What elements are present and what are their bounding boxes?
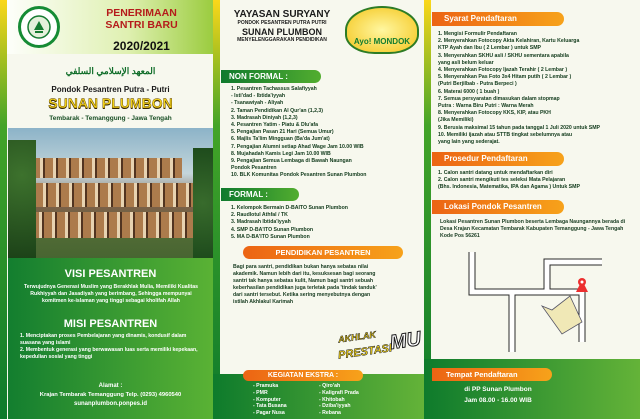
syarat-item: yang lain yang sederajat.: [438, 139, 500, 146]
ekstra-list-right: [319, 383, 399, 417]
syarat-item: (Jika Memiliki): [438, 117, 474, 124]
ekstra-item: - Dziba'iyyah: [319, 403, 351, 410]
alamat-label: Alamat :: [98, 383, 123, 389]
syarat-banner: [432, 12, 564, 26]
nonformal-item: 3. Madrasah Diniyah (1,2,3): [231, 114, 298, 121]
nonformal-item: 4. Pesantren Yatim - Piatu & Dlu'afa: [231, 122, 319, 129]
website-link[interactable]: sunanplumbon.ponpes.id: [74, 401, 147, 407]
ekstra-item: - Qiro'ah: [319, 383, 341, 389]
nonformal-item: 8. Mujahadah Kamis Legi Jam 10.00 WIB: [231, 150, 331, 157]
nonformal-item: 7. Pengajian Alumni setiap Ahad Wage Jam 10.00 WIB: [231, 143, 364, 150]
ekstra-banner: [243, 370, 363, 381]
visi-text: Terwujudnya Generasi Muslim yang Berakhlak Mulia, Memiliki Kualitas Rukhiyyah dan Jasadiyah yang berimbang, Sehingga mempunyai komitmen ke-islaman yang tinggi sebagai kholifah Allah: [23, 284, 199, 304]
ekstra-item: - PMR: [253, 389, 268, 396]
ekstra-item: - Komputer: [253, 396, 281, 403]
formal-item: 1. Kelompok Bermain D-BAITO Sunan Plumbon: [231, 205, 348, 211]
ayo-mondok-badge: [345, 6, 419, 54]
syarat-item: 10. Memiliki ijazah atau STTB tingkat sebelumnya atau: [438, 131, 573, 138]
syarat-heading: Syarat Pendaftaran: [444, 14, 517, 23]
ekstra-heading: KEGIATAN EKSTRA :: [267, 372, 339, 379]
school-logo: [18, 6, 60, 48]
ekstra-list-left: [253, 383, 313, 417]
formal-banner: [221, 188, 299, 201]
nonformal-item: 5. Pengajian Pasan 21 Hari (Semua Umur): [231, 129, 334, 136]
arabic-title: المعهد الإسلامي السلفي: [65, 66, 156, 76]
santri-baru-heading: SANTRI BARU: [105, 19, 178, 31]
tempat-line1: di PP Sunan Plumbon: [464, 386, 532, 393]
misi-heading: MISI PESANTREN: [63, 318, 158, 330]
tempat-heading: Tempat Pendaftaran: [446, 370, 518, 379]
nonformal-item: 2. Taman Pendidikan Al Qur'an (1,2,3): [231, 107, 324, 114]
syarat-item: (Putri Berjilbab - Putra Berpeci ): [438, 81, 517, 88]
syarat-item: yang asli belum keluar: [438, 59, 494, 66]
ayo-mondok-label: Ayo! MONDOK: [353, 37, 411, 46]
nonformal-heading: NON FORMAL :: [229, 72, 288, 81]
syarat-item: 7. Semua persyaratan dimasukan dalam stopmap: [438, 95, 560, 102]
formal-item: 5. MA D-BA'ITO Sunan Plumbon: [231, 233, 310, 240]
ekstra-item: - Rebana: [319, 410, 341, 417]
lokasi-text: Lokasi Pesantren Sunan Plumbon beserta Lembaga Naungannya berada di Desa Krajan Kecamatan Tembarak Kabupaten Temanggung - Jawa Tengah Kode Pos 56261: [440, 219, 626, 239]
right-green-stripe: [424, 0, 431, 419]
ekstra-item: - Tata Busana: [253, 403, 287, 410]
school-address: Tembarak - Temanggung - Jawa Tengah: [49, 115, 172, 122]
akhlak-prestasi-graphic: [337, 327, 424, 374]
misi-item: 1. Menciptakan proses Pembelajaran yang dinamis, kondusif dalam suasana yang islami: [20, 333, 187, 346]
visi-heading: VISI PESANTREN: [64, 268, 157, 280]
prosedur-banner: [432, 152, 564, 166]
formal-item: 4. SMP D-BA'ITO Sunan Plumbon: [231, 226, 314, 233]
misi-list: [20, 333, 204, 361]
syarat-item: KTP Ayah dan Ibu ( 2 Lembar ) untuk SMP: [438, 45, 541, 52]
left-panel: [0, 0, 213, 419]
ekstra-item: - Pagar Nusa: [253, 410, 285, 417]
middle-green-stripe: [213, 0, 220, 419]
prosedur-heading: Prosedur Pendaftaran: [444, 154, 528, 163]
building-photo: [8, 128, 213, 258]
penerimaan-heading: PENERIMAAN: [106, 7, 177, 19]
right-panel: [424, 0, 640, 419]
syarat-item: 6. Materai 6000 ( 1 buah ): [438, 88, 500, 95]
map-drawing: [452, 252, 622, 352]
pendidikan-text: Bagi para santri, pendidikan bukan hanya sebatas nilai akademik. Namun lebih dari itu, kesuksesan bagi seorang santri tak hanya sebatas kulit, Namun bagi santri sebuah keberhasilan pendidikan juga terletak pada 'tindak tanduk' dari santri tersebut. Ketika sering menyebutnya dengan istilah Akhlakul Karimah: [233, 264, 377, 305]
lokasi-banner: [432, 200, 564, 214]
yayasan-sub1: PONDOK PESANTREN PUTRA PUTRI: [237, 20, 327, 26]
syarat-item: Putra : Warna Biru Putri : Warna Merah: [438, 103, 534, 110]
prosedur-item: (Bhs. Indonesia, Matematika, IPA dan Agama ) Untuk SMP: [438, 184, 580, 191]
yayasan-sub3: MENYELENGGARAKAN PENDIDIKAN: [237, 37, 327, 43]
middle-panel: [213, 0, 424, 419]
nonformal-item: 10. BLK Komunitas Pondok Pesantren Sunan Plumbon: [231, 172, 367, 179]
tempat-line2: Jam 08.00 - 16.00 WIB: [464, 397, 532, 404]
prosedur-list: [438, 170, 638, 192]
nonformal-item: - Isti'dad - Ibtida'iyyah: [231, 93, 286, 100]
nonformal-item: 1. Pesantren Tachassus Salafiyyah: [231, 86, 317, 92]
nonformal-item: 6. Majlis Ta'lim Mingguan (Ba'da Jum'at): [231, 136, 330, 143]
formal-item: 2. Raudlotul Athfal / TK: [231, 212, 288, 219]
syarat-item: 2. Menyerahkan Fotocopy Akta Kelahiran, Kartu Keluarga: [438, 38, 580, 45]
mu-text: MU: [388, 327, 423, 355]
nonformal-banner: [221, 70, 321, 83]
pendidikan-banner: [243, 246, 403, 259]
tempat-banner: [432, 368, 552, 381]
yayasan-sub2: SUNAN PLUMBON: [242, 27, 322, 37]
pendidikan-heading: PENDIDIKAN PESANTREN: [275, 248, 371, 257]
left-green-stripe: [0, 0, 7, 419]
nonformal-item: Pondok Pesantren: [231, 165, 277, 172]
syarat-list: [438, 31, 638, 146]
formal-list: [231, 205, 421, 241]
syarat-item: 5. Menyerahkan Pas Foto 3x4 Hitam putih ( 2 Lembar ): [438, 74, 572, 81]
school-name: SUNAN PLUMBON: [48, 95, 173, 111]
alamat-text: Krajan Tembarak Temanggung Telp. (0293) 4960540: [39, 392, 182, 398]
prosedur-item: 1. Calon santri datang untuk mendaftarkan diri: [438, 170, 553, 176]
nonformal-item: - Tsanawiyah - Aliyah: [231, 100, 284, 107]
location-map[interactable]: [452, 252, 622, 352]
subtitle: Pondok Pesantren Putra - Putri: [51, 85, 170, 94]
nonformal-item: 9. Pengajian Semua Lembaga di Bawah Naungan: [231, 158, 352, 165]
lokasi-heading: Lokasi Pondok Pesantren: [444, 202, 542, 211]
syarat-item: 3. Menyerahkan SKHU asli / SKHU sementara apabila: [438, 52, 569, 59]
syarat-item: 9. Berusia maksimal 15 tahun pada tanggal 1 Juli 2020 untuk SMP: [438, 124, 601, 131]
syarat-item: 8. Menyerahkan Fotocopy KKS, KIP, atau PKH: [438, 110, 551, 117]
prosedur-item: 2. Calon santri mengikuti tes seleksi Mata Pelajaran: [438, 177, 566, 184]
formal-item: 3. Madrasah Ibtida'iyyah: [231, 219, 291, 226]
syarat-item: 1. Mengisi Formulir Pendaftaran: [438, 31, 517, 37]
prestasi-text: PRESTASI: [337, 342, 393, 362]
ekstra-item: - Khitobah: [319, 396, 345, 403]
ekstra-item: - Kaligrafi Prada: [319, 389, 359, 396]
formal-heading: FORMAL :: [229, 190, 268, 199]
ekstra-item: - Pramuka: [253, 383, 279, 389]
year-heading: 2020/2021: [113, 39, 170, 53]
misi-item: 2. Membentuk generasi yang berwawasan luas serta memiliki kepekaan, kepedulian sosial yang tinggi: [20, 347, 198, 360]
syarat-item: 4. Menyerahkan Fotocopy Ijazah Terahir ( 2 Lembar ): [438, 67, 568, 74]
nonformal-list: [231, 86, 421, 180]
akhlak-text: AKHLAK: [337, 329, 377, 345]
yayasan-heading: YAYASAN SURYANY: [233, 9, 331, 20]
